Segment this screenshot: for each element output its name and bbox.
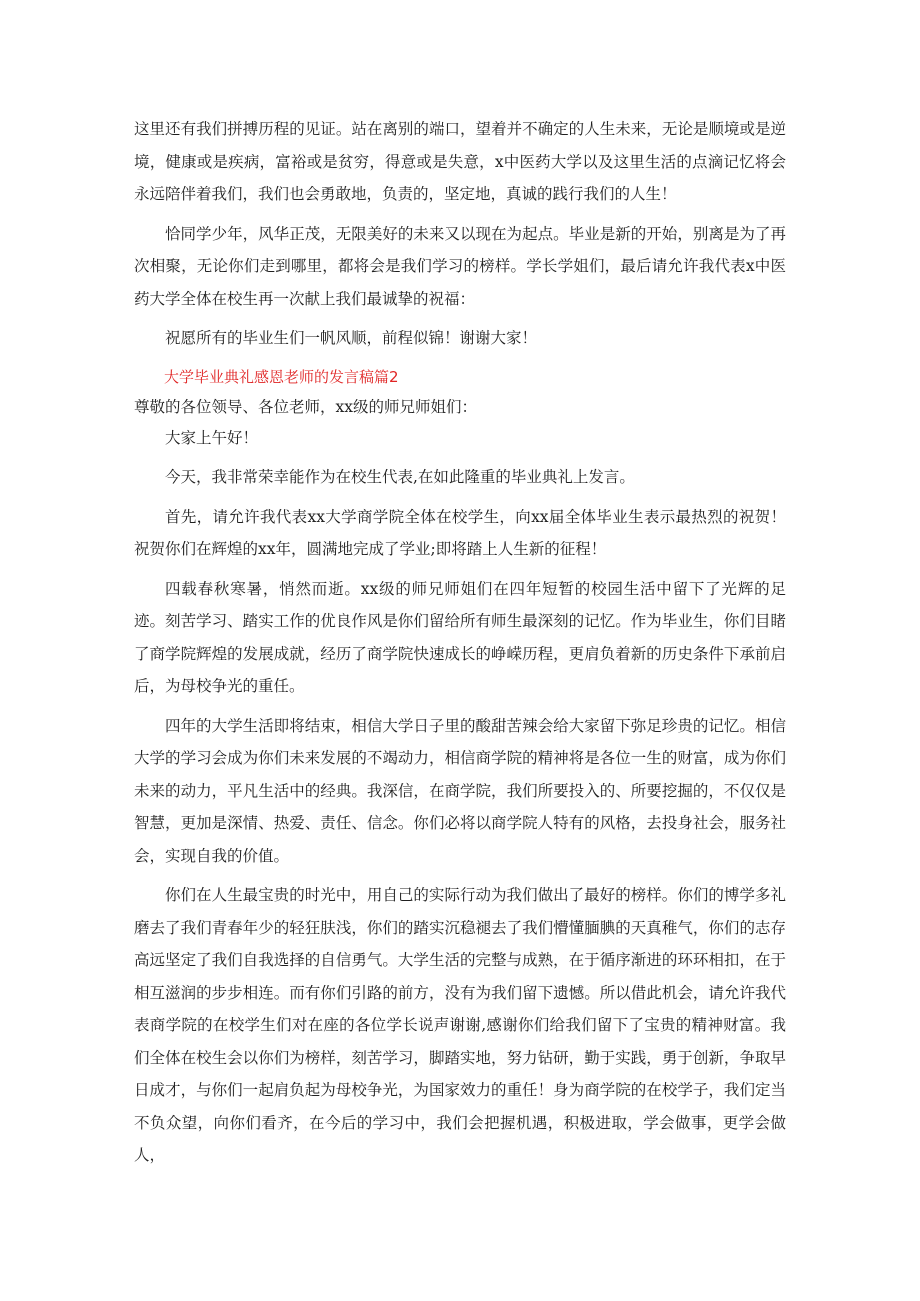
salutation: 尊敬的各位领导、各位老师，xx级的师兄师姐们： xyxy=(134,397,477,416)
paragraph-blessing: 祝愿所有的毕业生们一帆风顺，前程似锦！谢谢大家！ xyxy=(165,329,538,347)
paragraph-university-life: 四年的大学生活即将结束，相信大学日子里的酸甜苦辣会给大家留下弥足珍贵的记忆。相信大学的学习会成为你们未来发展的不竭动力，相信商学院的精神将是各位一生的财富，成为你们未来的动力，平凡生活中的经典。我深信，在商学院，我们所要投入的、所要挖掘的，不仅仅是智慧，更加是深情、热爱、责任、信念。你们必将以商学院人特有的风格，去投身社会，服务社会，实现自我的价值。 xyxy=(134,716,786,865)
section-heading: 大学毕业典礼感恩老师的发言稿篇2 xyxy=(164,367,399,386)
paragraph-congratulations: 首先，请允许我代表xx大学商学院全体在校学生，向xx届全体毕业生表示最热烈的祝贺！祝贺你们在辉煌的xx年，圆满地完成了学业;即将踏上人生新的征程！ xyxy=(134,507,786,558)
greeting: 大家上午好！ xyxy=(165,428,259,447)
paragraph-farewell: 恰同学少年，风华正茂，无限美好的未来又以现在为起点。毕业是新的开始，别离是为了再次相聚，无论你们走到哪里，都将会是我们学习的榜样。学长学姐们，最后请允许我代表x中医药大学全体在校生再一次献上我们最诚挚的祝福： xyxy=(134,224,786,308)
paragraph-four-years: 四载春秋寒暑，悄然而逝。xx级的师兄师姐们在四年短暂的校园生活中留下了光辉的足迹。刻苦学习、踏实工作的优良作风是你们留给所有师生最深刻的记忆。作为毕业生，你们目睹了商学院辉煌的发展成就，经历了商学院快速成长的峥嵘历程，更肩负着新的历史条件下承前启后，为母校争光的重任。 xyxy=(134,579,786,695)
paragraph-continuation: 这里还有我们拼搏历程的见证。站在离别的端口，望着并不确定的人生未来，无论是顺境或是逆境，健康或是疾病，富裕或是贫穷，得意或是失意，x中医药大学以及这里生活的点滴记忆将会永远陪伴着我们，我们也会勇敢地，负责的，坚定地，真诚的践行我们的人生！ xyxy=(134,120,786,203)
document-body xyxy=(134,113,786,1172)
paragraph-role-models: 你们在人生最宝贵的时光中，用自己的实际行动为我们做出了最好的榜样。你们的博学多礼磨去了我们青春年少的轻狂肤浅，你们的踏实沉稳褪去了我们懵懂腼腆的天真稚气，你们的志存高远坚定了我们自我选择的自信勇气。大学生活的完整与成熟，在于循序渐进的环环相扣，在于相互滋润的步步相连。而有你们引路的前方，没有为我们留下遗憾。所以借此机会，请允许我代表商学院的在校学生们对在座的各位学长说声谢谢,感谢你们给我们留下了宝贵的精神财富。我们全体在校生会以你们为榜样，刻苦学习，脚踏实地，努力钻研，勤于实践，勇于创新，争取早日成才，与你们一起肩负起为母校争光，为国家效力的重任！身为商学院的在校学子，我们定当不负众望，向你们看齐，在今后的学习中，我们会把握机遇，积极进取，学会做事，更学会做人， xyxy=(134,886,786,1164)
paragraph-intro: 今天，我非常荣幸能作为在校生代表,在如此隆重的毕业典礼上发言。 xyxy=(165,468,635,486)
